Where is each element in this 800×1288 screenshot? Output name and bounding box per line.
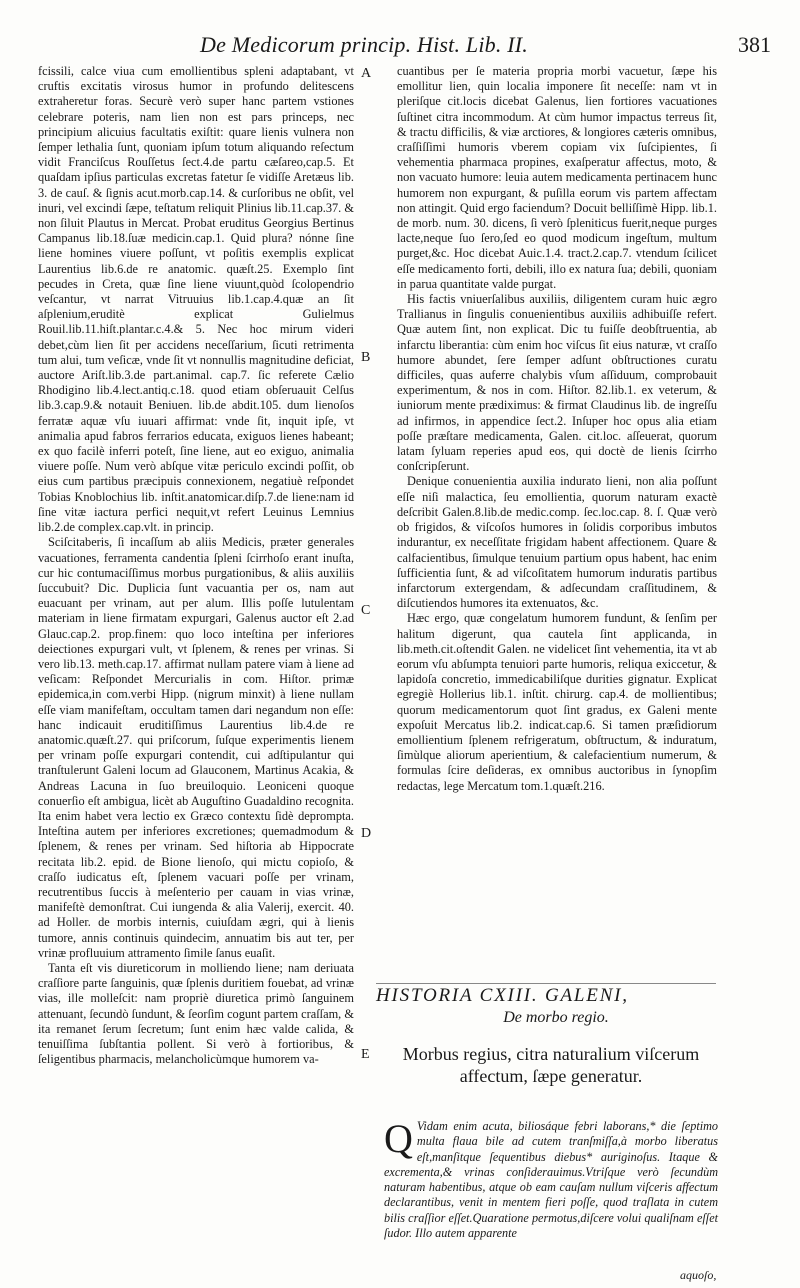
section-divider [376, 983, 716, 984]
history-heading [376, 985, 736, 1027]
right-column [397, 64, 717, 794]
page-number: 381 [738, 32, 771, 57]
left-column [38, 64, 354, 1067]
margin-marker-d: D [361, 826, 372, 841]
right-paragraph-1: cuantibus per ſe materia propria morbi vacuetur, ſæpe his emollitur lien, quin localia imponere ſit neceſſe: nam vt in pleriſque cit.locis dicebat Galenus, lien fortiores vacuationes ſuſtinet citra incommodum. At cùm humor impactus terreus ſit, & tractu difficilis, & viæ arctiores, & longiores cæteris omnibus, craſſiſſimi humoris vberem copiam vix ſuſcipientes, ſi vehementia pharmaca propines, exaſperatur affectus, moto, & non vacuato humore: leuia autem medicamenta pertinacem hunc humorem non expurgant, & puſilla eorum vis partem affectam non attingit. Quid ergo faciendum? Docuit belliſſimè Hipp. lib.1. de morb. num. 30. dicens, ſi verò ſpleniticus fuerit,neque purges lacte,neque ſuo ſero,ſed eo quod modicum ingeſtum, multum purget,&c. Hoc dicebat Auic.1.4. tract.2.cap.7. vtendum ſcilicet eſſe medicamento forti, debili, illo ex natura ſua; debili, quoniam in parua quantitate valde purgat. [397, 64, 717, 291]
left-paragraph-1: fcissili, calce viua cum emollientibus spleni adaptabant, vt cruftis excitatis virosus humor in profundo delitescens extraheretur foras. Securè verò super hanc partem vstiones celebrare poteris, nam lien non est pars princeps, nec principium alicuius facultatis exiſtit: quare lienis vulnera non ſemper lethalia ſunt, quoniam ipſum totum aliquando reſectum vidit Franciſcus Rouſſetus ſect.4.de partu cæſareo,cap.5. Et quaſdam ipſius particulas excretas fatetur ſe vidiſſe Aretæus lib. 3. de cauſ. & ſignis acut.morb.cap.14. & curſoribus ne obſit, vel inuri, vel excindi ſæpe, teſtatum reliquit Plinius lib.11.cap.37. & non ſiluit Plautus in Mercat. Probat eruditus Georgius Bertinus Campanus lib.18.ſuæ medicin.cap.1. Quid plura? nónne ſine liene homines viuere poſſunt, vt poſitis exemplis explicat Laurentius lib.6.de re anatomic. quæſt.25. Exemplo ſint pecudes in Creta, quæ ſine liene viuunt,quòd ſcolopendrio veſcantur, vt narrat Vitruuius lib.1.cap.4.quæ an ſit aſplenium,eruditè explicat Gulielmus Rouil.lib.11.hiſt.plantar.c.4.& 5. Nec hoc mirum videri debet,cùm lien ſit per accidens neceſſarium, ſicuti retrimenta tum alui, tum veſicæ, vnde ſit vt nonnullis magnitudine deficiat, auctore Ariſt.lib.3.de part.animal. cap.7. ſic referete Cælio Rhodigino lib.4.lect.antiq.c.18. quod etiam obſeruauit Celſus lib.3.cap.9.& notauit Beniuen. lib.de abdit.105. dum lienoſos ferratæ aquæ vſu iuuari affirmat: vnde ſit, inquit ipſe, vt animalia apud fabros ferrarios educata, exiguos lienes habeant; ex quo facilè inferri poteſt, ſine liene, aut eo exiguo, animalia viuere poſſe. Num verò abſque vitæ periculo excindi poſſit, ob eius cum partibus præcipuis connexionem, negatiuè reſpondet Tobias Knoblochius lib. inſtit.anatomicar.diſp.7.de liene:nam id ſine vitæ iactura perfici nequit,vt refert Leuinus Lemnius lib.2.de complex.cap.vlt. in princip. [38, 64, 354, 535]
right-paragraph-3: Denique conuenientia auxilia indurato lieni, non alia poſſunt eſſe niſi malactica, ſeu emollientia, quorum naturam exactè deſcribit Galen.8.lib.de medic.comp. ſec.loc.cap. 8. ſ. Quæ verò ob frigidos, & viſcoſos humores in ſolidis corporibus imbutos indurantur, ex neceſſitate frigidam habent affectionem. Quare & calfacientibus, ſimulque tenuium partium opus habent, hac enim ſufficientia ſunt, & ad viſcoſitatem humorum induratis partibus infarctorum extergendam, & adſecundam craſſitudinem, & diſcutiendos humores ita extenuatos, &c. [397, 474, 717, 611]
history-summary: Morbus regius, citra naturalium viſcerum affectum, ſæpe generatur. [402, 1044, 700, 1086]
margin-marker-b: B [361, 350, 371, 365]
history-title: HISTORIA CXIII. GALENI, [376, 985, 629, 1006]
history-body-text: Vidam enim acuta, biliosáque febri laborans,* die ſeptimo multa flaua bile ad cutem tranſmiſſa,à morbo liberatus eſt,manſitque ſequentibus diebus* auriginoſus. Itaque & excrementa,& vrinas conſiderauimus.Vtriſque verò ſecundùm naturam habentibus, atque ob eam cauſam nullum viſceris affectum declarantibus, venit in mentem fieri poſſe, quod traſlata in cutem bilis craſſior eſſet.Quaratione permotus,diſcere volui qualiſnam eſſet ſudor. Illo autem apparente [384, 1119, 718, 1241]
running-title: De Medicorum princip. Hist. Lib. II. [200, 32, 528, 57]
left-paragraph-3: Tanta eſt vis diureticorum in molliendo liene; nam deriuata craſſiore parte ſanguinis, quæ ſplenis duritiem fouebat, ad vrinæ vias, ille molleſcit: nam propriè diuretica primò ſanguinem attenuant, ſecundò ſundunt, & ſeorſim cogunt partem craſſam, & ita remanet ſerum ſecretum; ſunt enim hæc valde calida, & tenuiſſima ſubſtantia pollent. Si verò à fortioribus, & ſeligentibus pharmacis, melancholicùmque humorem va- [38, 960, 354, 1067]
margin-marker-e: E [361, 1047, 370, 1062]
right-paragraph-2: His factis vniuerſalibus auxiliis, diligentem curam huic ægro Trallianus in ſingulis conuenientibus auxiliis adhibuiſſe refert. Quæ autem ſint, non explicat. Dic tu fuiſſe deobſtruentia, ab infarctu liberantia: cùm enim hoc viſcus ſit eius naturæ, vt craſſo humore abundet, ſere ſemper adſunt obſtructiones curatu difficiles, quas auferre chalybis vſum aſſiduum, comprobauit experimentum, & nos in com. Hiſtor. 82.lib.1. ex veterum, & iuniorum mente prædiximus: & firmat Claudinus lib. de ingreſſu ad infirmos, in appendice ſect.2. Inſuper hoc opus alia etiam poſſe præſtare medicamenta, Galen. cit.loc. aſſeuerat, quorum latam ſyluam reperies apud eos, qui doctè de lienis ſcirrho conſcripſerunt. [397, 292, 717, 474]
page-header [0, 30, 800, 64]
catchword: aquoſo, [680, 1268, 717, 1282]
right-paragraph-4: Hæc ergo, quæ congelatum humorem fundunt, & ſenſim per halitum digerunt, qua cautela ſint applicanda, in lib.meth.cit.oſtendit Galen. ne videlicet ſint vehementia, ita vt ab eorum vſu abſumpta tenuiori parte humoris, reliqua exiccetur, & lapidoſa concretio, immedicabiliſque durities gignatur. Explicat egregiè Hollerius lib.1. inſtit. chirurg. cap.4. de mollientibus; quorum medicamentorum quot ſint gradus, ex Galeni mente expoſuit Mercatus lib.2. indicat.cap.6. Si tamen præſidiorum emollientium ſplenem refrigeratum, obſtructum, & induratum, ſimùlque aliorum aperientium, & calefacientium numerum, & formulas ſcire deſideras, ex omnibus auctoribus in ſynopſim redactas, lege Mercatum tom.1.quæſt.216. [397, 611, 717, 793]
margin-marker-c: C [361, 603, 371, 618]
margin-marker-a: A [361, 66, 372, 81]
history-body [384, 1116, 718, 1241]
history-subtitle: De morbo regio. [503, 1009, 609, 1026]
drop-cap: Q [384, 1116, 413, 1161]
left-paragraph-2: Sciſcitaberis, ſi incaſſum ab aliis Medicis, præter generales vacuationes, ferramenta candentia ſpleni ſcirrhoſo erant inuſta, cur hic contumaciſſimus morbus purgationibus, & aliis auxiliis ſuccubuit? Dic. Duplicia ſunt vacuantia per os, nam aut euacuant per vrinam, aut per alum. Illis poſſe lutulentam materiam in liene firmatam expurgari, Galenus auctor eſt 2.ad Glauc.cap.2. prop.finem: quo loco inteſtina per inferiores deiectiones expurgari vult, vt ſplenem, & renes per vrinas. Si vero lib.13. meth.cap.17. affirmat nullam patere viam à liene ad veſicam: Reſpondet Mercurialis in com. Hiſtor. primæ epidemica,in com.verbi Hipp. (nigrum minxit) à liene nullam eſſe viam manifeſtam, occultam tamen dari negandum non eſſe: hanc indicauit eruditiſſimus Laurentius lib.4.de re anatomic.quæſt.27. qui priſcorum, ſuſque experimentis lienem per vrinam poſſe expurgari contendit, cui adſtipulantur qui tranſtulerunt Galeni locum ad Glauconem, Martinus Acakia, & Andreas Lacuna in ſuo breuiloquio. Leoniceni quoque conuerſio eſt ambigua, licèt ab Auguſtino Guadaldino recognita. Ita enim habet vera lectio ex Græco contextu ſidè deprompta. Inteſtina autem per inferiores excretiones; quemadmodum & ſplenem, & renes per vrinam. Sed hiſtoria ab Hippocrate recitata lib.2. epid. de Bione lienoſo, qui mictu copioſo, & craſſo iudicatus eſt, ſplenem vacuari poſſe per vrinam, recutrentibus ſuccis à meſenterio per cauam in vias vrinæ, manifeſtè demonſtrat. Cui iungenda & alia Valerij, exercit. 40. ad Holler. de morbis internis, cuiuſdam ægri, qui à lienis tumore, annis continuis quindecim, annuatim bis aut ter, per vrinæ profluuium attramento ſimile ſanus euaſit. [38, 535, 354, 960]
